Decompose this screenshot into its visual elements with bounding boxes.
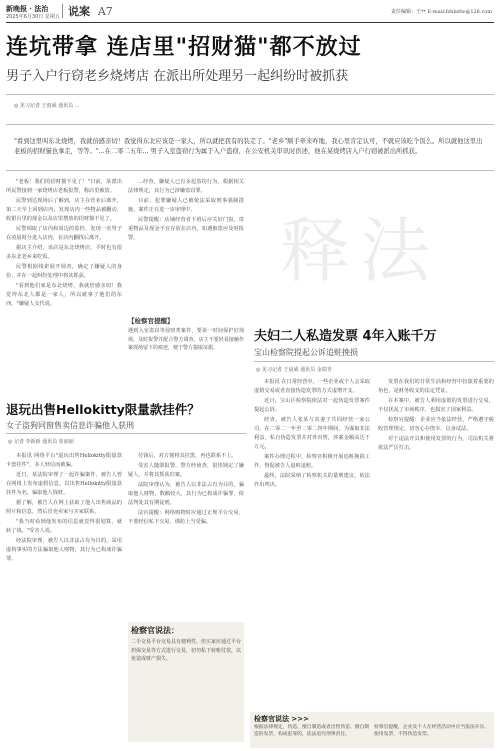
article1-column1 [6, 178, 122, 388]
paragraph: "老板！我们的招财猫不见了！"日前，某派出所民警接到一家烧烤店老板报警，称店里被盗。 [6, 179, 122, 194]
bottom-info-box [250, 712, 494, 748]
paragraph: 近日，某法院审理了一起诈骗案件，被告人曾在网络上发布虚假信息，以出售Hellokitty限量款挂件为名，骗取他人钱财。 [6, 472, 122, 496]
paragraph: 近日，宝山区检察院依法对一起伪造发票案件提起公诉。 [254, 398, 370, 413]
paragraph: 对于违法开具和使用发票的行为，司法机关将依法严厉打击。 [378, 436, 494, 451]
paragraph: 检察官提醒：企业应当依法经营，严格遵守税收管理规定，切勿心存侥幸，以身试法。 [378, 417, 494, 432]
page-header [0, 0, 500, 22]
page-number: A7 [97, 5, 113, 18]
paragraph: 法官提醒：网络购物时应通过正规平台交易，不要轻信私下交易，谨防上当受骗。 [128, 510, 244, 525]
header-rule [6, 22, 494, 23]
link-box-title: 检察官说法： [131, 626, 179, 635]
article2-column1 [6, 452, 122, 742]
paragraph: 民警提醒：店铺经营者下班后应关好门窗，贵重物品及现金不宜存放在店内，如遇被盗应及时报警。 [128, 217, 244, 241]
article3-byline: ◎ 见习记者 王晨威 通讯员 金瑞青 [256, 367, 332, 373]
article2-subtitle: 女子盗狗同窗售卖信息诈骗他人获刑 [6, 421, 134, 430]
paragraph: 经查，被告人张某与其妻子共同经营一家公司，在二零二一年至二零二四年期间，为谋取非法利益，私自伪造发票并对外出售，涉案金额高达千万元。 [254, 417, 370, 450]
paragraph: 本报讯 网络平台"退玩出售Hellokitty限量款卡套挂件"，多人轻信而被骗。 [6, 453, 122, 468]
divider [6, 94, 494, 95]
divider [254, 361, 494, 362]
header-divider [62, 4, 63, 18]
paragraph: 目前，犯罪嫌疑人已被依法采取刑事强制措施，案件正在进一步审理中。 [128, 198, 244, 213]
link-box-body: 二手交易平台交易具有便利性，但买家应通过平台担保交易等方式进行交易，切勿私下转账付款，以免造成财产损失。 [131, 639, 242, 662]
paragraph: 案件办理过程中，检察官积极开展追赃挽损工作，督促被告人退赃退赔。 [254, 454, 370, 469]
paragraph: 民警调取了店内和周边的监控，发现一名男子在凌晨时分进入店内，在店内翻找后离开。 [6, 226, 122, 241]
article2-header [6, 400, 246, 431]
article2-title: 退玩出售Hellokitty限量款挂件？ [6, 402, 200, 417]
link-box [128, 622, 244, 742]
article3-column2 [378, 378, 494, 706]
paragraph: 受害人随即报警。警方经侦查，很快锁定了嫌疑人，并将其抓获归案。 [128, 463, 244, 478]
newspaper-logo: 新晚报 · 法治 [6, 4, 49, 13]
paragraph: 最终，法院采纳了检察机关的量刑建议，依法作出判决。 [254, 473, 370, 488]
issue-date: 2025年6月30日 星期五 [6, 14, 60, 20]
paragraph: 经法院审理，被告人以非法占有为目的，采用虚构事实的方法骗取他人财物，其行为已构成诈骗罪。 [6, 538, 122, 562]
paragraph: "我当时看到他发布的信息就觉得很划算，就转了钱。"受害人说。 [6, 519, 122, 534]
divider [6, 170, 494, 171]
main-headline: 连坑带拿 连店里"招财猫"都不放过 [6, 35, 362, 60]
article3-title: 夫妇二人私造发票 4年入账千万 [254, 329, 437, 344]
article3-header [254, 325, 494, 358]
bottom-box-left: 根据法律规定，伪造、擅自制造或者出售伪造、擅自制造的发票，构成犯罪的，依法追究刑事责任。 [254, 725, 370, 737]
paragraph: ...经查，嫌疑人已有多起盗窃行为。根据相关法律规定，其行为已涉嫌盗窃罪。 [128, 179, 244, 194]
paragraph: 付钱后，对方便将其拉黑，再也联系不上。 [138, 453, 237, 459]
paragraph: 本报讯 在日常经营中，一些企业或个人会采取虚假交易或者直接伪造发票的方式虚增开支。 [254, 379, 370, 394]
section-name: 说案 [68, 5, 90, 18]
paragraph: 发票在我们的日常生活和经营中扮演着重要的角色，是财务收支的法定凭证。 [378, 379, 494, 394]
lead-paragraph: "看到这里叫东北烧烤，我就倍感亲切！我觉得东北应该是一家人，所以就把我有的装走了。"老乡"顺手牵来咋地，我心里肯定认可，不就应该吃个饭么。所以就他这里出老板的招财猫也拿走，等等。"...在二零二五年... 男子入室盗窃行为属于入户盗窃，在公安机关审讯时供述，他在某烧烤店入户行窃被派出所抓获。 [14, 138, 483, 155]
article2-byline: ◎ 记者 李新新 通讯员 崔丽丽 [8, 439, 74, 445]
bottom-box-right: 检察官提醒，企业及个人在经营活动中应当依法开具、使用发票，不得伪造发票。 [374, 725, 490, 737]
paragraph: 在本案中，被告人利用虚假的发票进行交易，不仅扰乱了市场秩序，也损害了国家利益。 [378, 398, 494, 413]
section-label [68, 3, 113, 19]
watermark-text: 释法 [280, 210, 440, 292]
paragraph: 民警根据线索展开调查，确定了嫌疑人的身份，并在一起纠纷处理中将其抓获。 [6, 264, 122, 279]
examiner-label: 【检察官提醒】 [128, 317, 174, 325]
article3-column1 [254, 378, 370, 706]
divider [6, 124, 494, 125]
main-subheadline: 男子入户行窃老乡烧烤店 在派出所处理另一起纠纷时被抓获 [6, 69, 349, 84]
paragraph: "看到他们家是东北烧烤，我就倍感亲切！我觉得东北人都是一家人，所以就拿了他们的东西。"嫌疑人交代说。 [6, 283, 122, 307]
bottom-box-title: 检察官说法 >>> [254, 715, 310, 723]
paragraph: 民警到达现场后了解到，店主在营业后离开，第二天早上回到店内，发现店内一些物品被翻动，收银台里的现金以及店里摆放的招财猫不见了。 [6, 198, 122, 222]
editor-credit: 责任编辑：王** E-mail:fzhbzfw@126.com [391, 9, 492, 15]
article2-column2 [128, 452, 244, 612]
examiner-text: 遇到入室盗窃等侵财类案件，要第一时间保护好现场，及时报警并配合警方调查。店主不要轻易接触作案现场留下的痕迹，便于警方提取证据。 [128, 328, 244, 351]
paragraph: 法院审理认为，被告人以非法占有为目的，骗取他人财物，数额较大，其行为已构成诈骗罪，依法判处其有期徒刑。 [128, 482, 244, 506]
examiner-box [128, 316, 244, 353]
paragraph: 据了解，被告人在网上获取了他人出售商品的照片和信息，然后冒充卖家与买家联系。 [6, 500, 122, 515]
paragraph: 据店主介绍，该店是东北烧烤店，平时也有很多东北老乡来吃饭。 [6, 245, 122, 260]
article1-column2 [128, 178, 244, 308]
divider [6, 433, 246, 434]
byline: ◎ 见习记者 王雨威 通讯员 ... [14, 103, 80, 109]
article3-subtitle: 宝山检察院提起公诉追赃挽损 [254, 348, 358, 357]
